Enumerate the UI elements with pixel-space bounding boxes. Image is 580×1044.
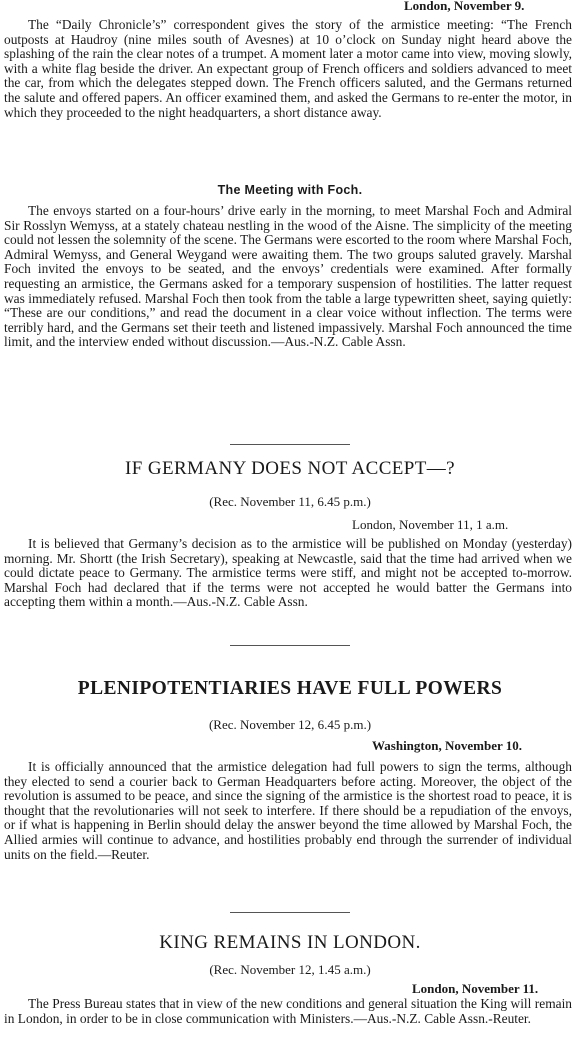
divider (230, 444, 350, 445)
dateline: Washington, November 10. (372, 738, 522, 753)
article-paragraph: The Press Bureau states that in view of the new conditions and general situation the King will remain in London, in order to be in close communication with Ministers.—Aus.-N.Z. Cable Assn.-Reuter. (4, 996, 572, 1026)
article-paragraph: It is officially announced that the armistice delegation had full powers to sign the terms, although they elected to send a courier back to German Headquarters before acting. Moreover, the object of the revolution is assumed to be peace, and since the signing of the armistice is the shortest road to peace, it is thought that the revolutionaries will not seek to interfere. If there should be a repudiation of the envoys, or if what is happening in Berlin should delay the answer beyond the time allowed by Marshal Foch, the Allied armies will continue to advance, and hostilities probably end through the surrender of individual units on the field.—Reuter. (4, 759, 572, 862)
received-line: (Rec. November 12, 6.45 p.m.) (208, 717, 372, 732)
divider (230, 645, 350, 646)
received-line: (Rec. November 11, 6.45 p.m.) (209, 494, 371, 509)
dateline: London, November 11, 1 a.m. (352, 517, 509, 532)
headline: IF GERMANY DOES NOT ACCEPT—? (125, 458, 455, 479)
dateline: London, November 9. (404, 0, 525, 13)
article-paragraph: The “Daily Chronicle’s” correspondent gives the story of the armistice meeting: “The French outposts at Haudroy (nine miles south of Avesnes) at 10 o’clock on Sunday night heard above the splashing of the rain the clear notes of a trumpet. A moment later a motor came into view, moving slowly, with a white flag beside the driver. An expectant group of French officers and soldiers advanced to meet the car, from which the delegates stepped down. The French officers saluted, and the Germans returned the salute and offered papers. An officer examined them, and asked the Germans to re-enter the motor, in which they proceeded to the night headquarters, a short distance away. (4, 17, 572, 120)
headline: KING REMAINS IN LONDON. (159, 932, 421, 953)
article-paragraph: The envoys started on a four-hours’ drive early in the morning, to meet Marshal Foch and Admiral Sir Rosslyn Wemyss, at a stately chateau nestling in the wood of the Aisne. The simplicity of the meeting could not lessen the solemnity of the scene. The Germans were escorted to the room where Marshal Foch, Admiral Wemyss, and General Weygand were awaiting them. The two groups saluted gravely. Marshal Foch invited the envoys to be seated, and the envoys’ credentials were examined. After formally requesting an armistice, the Germans asked for a temporary suspension of hostilities. The latter request was immediately refused. Marshal Foch then took from the table a large typewritten sheet, saying quietly: “These are our conditions,” and read the document in a clear voice without inflection. The terms were terribly hard, and the Germans set their teeth and listened impassively. Marshal Foch announced the time limit, and the interview ended without discussion.—Aus.-N.Z. Cable Assn. (4, 203, 572, 350)
received-line: (Rec. November 12, 1.45 a.m.) (209, 962, 371, 977)
section-subheading: The Meeting with Foch. (217, 183, 363, 197)
headline: PLENIPOTENTIARIES HAVE FULL POWERS (77, 678, 503, 699)
dateline: London, November 11. (412, 981, 539, 996)
article-paragraph: It is believed that Germany’s decision as to the armistice will be published on Monday (yesterday) morning. Mr. Shortt (the Irish Secretary), speaking at Newcastle, said that the time had arrived when we could dictate peace to Germany. The armistice terms were stiff, and might not be accepted to-morrow. Marshal Foch had declared that if the terms were not accepted he would batter the Germans into accepting them within a month.—Aus.-N.Z. Cable Assn. (4, 536, 572, 610)
divider (230, 912, 350, 913)
